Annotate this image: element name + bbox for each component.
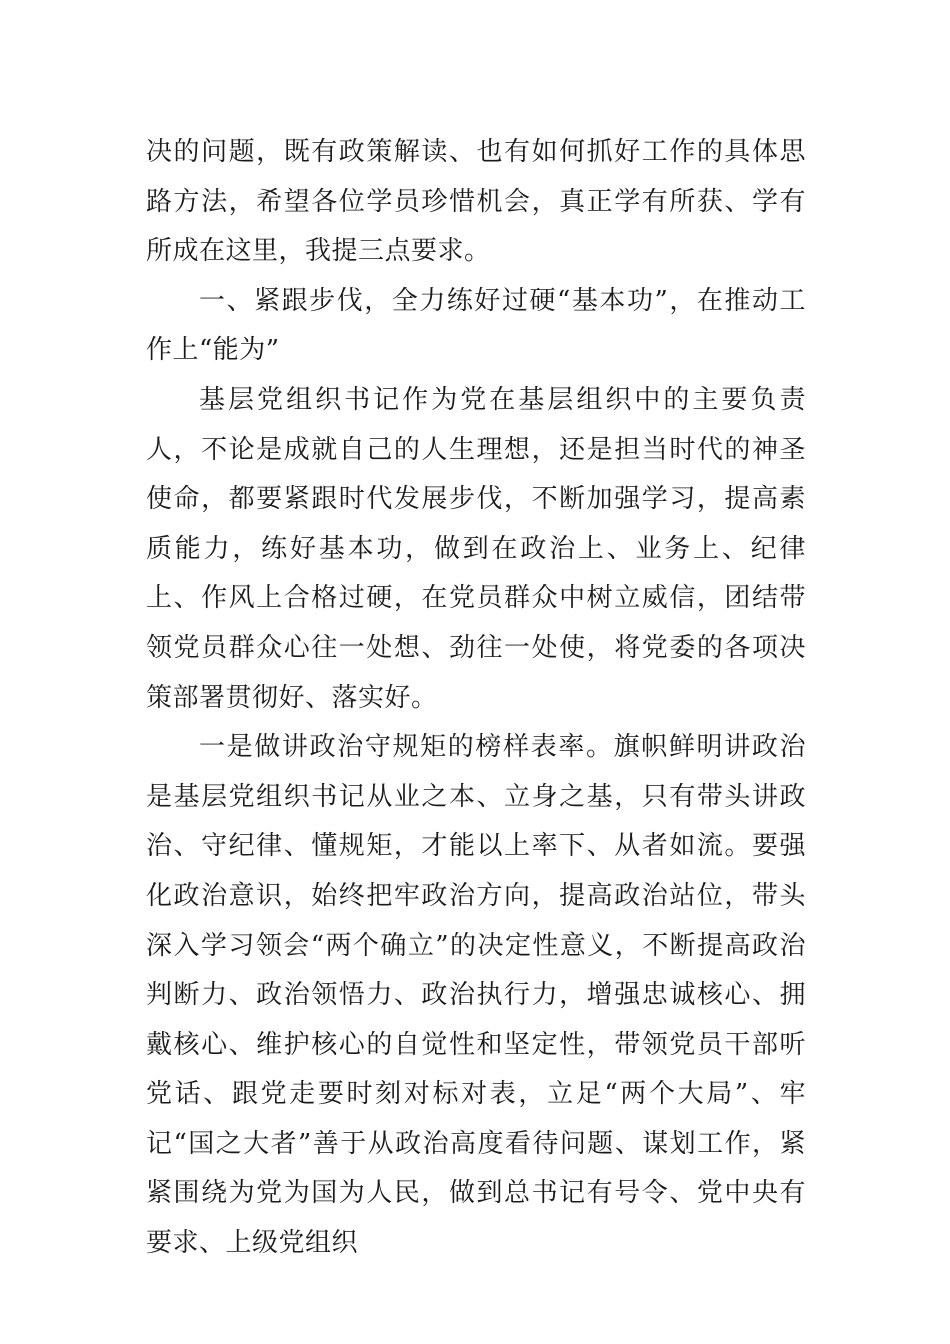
paragraph-1: 决的问题，既有政策解读、也有如何抓好工作的具体思路方法，希望各位学员珍惜机会，真正学有所获、学有所成在这里，我提三点要求。 (146, 137, 806, 267)
document-page (146, 128, 806, 1269)
paragraph-2: 基层党组织书记作为党在基层组织中的主要负责人，不论是成就自己的人生理想，还是担当时代的神圣使命，都要紧跟时代发展步伐，不断加强学习，提高素质能力，练好基本功，做到在政治上、业务上、纪律上、作风上合格过硬，在党员群众中树立威信，团结带领党员群众心往一处想、劲往一处使，将党委的各项决策部署贯彻好、落实好。 (146, 384, 806, 713)
paragraph-3: 一是做讲政治守规矩的榜样表率。旗帜鲜明讲政治是基层党组织书记从业之本、立身之基，只有带头讲政治、守纪律、懂规矩，才能以上率下、从者如流。要强化政治意识，始终把牢政治方向，提高政治站位，带头深入学习领会“两个确立”的决定性意义，不断提高政治判断力、政治领悟力、政治执行力，增强忠诚核心、拥戴核心、维护核心的自觉性和坚定性，带领党员干部听党话、跟党走要时刻对标对表，立足“两个大局”、牢记“国之大者”善于从政治高度看待问题、谋划工作，紧紧围绕为党为国为人民，做到总书记有号令、党中央有要求、上级党组织 (146, 732, 806, 1259)
section-heading-1: 一、紧跟步伐，全力练好过硬“基本功”，在推动工作上“能为” (146, 285, 806, 366)
